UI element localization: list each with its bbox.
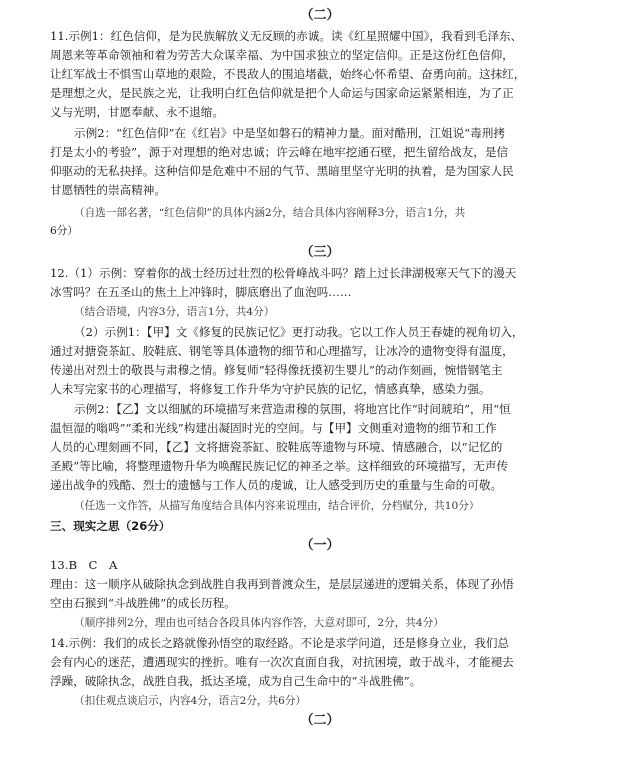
answer-14-line-1: 14.示例：我们的成长之路就像孙悟空的取经路。不论是求学问道，还是修身立业，我们总: [50, 636, 510, 650]
scoring-note-13: （顺序排列2分，理由也可结合各段具体内容作答，大意对即可，2分，共4分）: [74, 617, 444, 629]
answer-11-line-2: 周恩来等革命领袖和着为劳苦大众谋幸福、为中国求独立的坚定信仰。正是这份红色信仰，: [50, 48, 514, 62]
answer-11-line-4: 是理想之火，是民族之光，让我明白红色信仰就是把个人命运与国家命运紧紧相连，为了正: [50, 86, 514, 100]
answer-11-example2-line-3: 仰驱动的无私抉择。这种信仰是危难中不屈的气节、黑暗里坚守光明的执着，是为国家人民: [50, 164, 514, 178]
answer-12-1-line-1: 12.（1）示例：穿着你的战士经历过壮烈的松骨峰战斗吗？踏上过长津湖极寒天气下的漫天: [50, 266, 517, 280]
answer-12-2-example2-line-3: 人员的心理刻画不同，【乙】文将搪瓷茶缸、胶鞋底等遗物与环境、情感融合，以“记忆的: [50, 440, 503, 454]
answer-13: 13.B C A: [50, 558, 118, 572]
answer-12-2-line-4: 人未写完家书的心理描写，将修复工作升华为守护民族的记忆，情感真挚，感染力强。: [50, 382, 491, 396]
scoring-note-11-line-1: （自选一部名著，“红色信仰”的具体内涵2分，结合具体内容阐释3分，语言1分，共: [74, 207, 466, 219]
section-heading-1b: （一）: [300, 538, 340, 553]
section-heading-2b: （二）: [300, 713, 340, 728]
answer-11-example2-line-1: 示例2：“红色信仰”在《红岩》中是坚如磐石的精神力量。面对酷刑，江姐说“毒刑拷: [74, 126, 505, 140]
section-heading-2: （二）: [300, 8, 340, 23]
answer-11-line-3: 让红军战士不惧雪山草地的艰险，不畏敌人的围追堵截，始终心怀希望、奋勇向前。这抹红，: [50, 67, 526, 81]
answer-13-reason-line-1: 理由：这一顺序从破除执念到战胜自我再到普渡众生，是层层递进的逻辑关系，体现了孙悟: [50, 577, 514, 591]
part-3-title: 三、现实之思（26分）: [50, 519, 171, 533]
answer-11-line-5: 义与光明，甘愿奉献、永不退缩。: [50, 105, 224, 119]
answer-11-example2-line-2: 打是太小的考验”，源于对理想的绝对忠诚；许云峰在地牢挖通石壁，把生留给战友，是信: [50, 145, 509, 159]
answer-12-2-example2-line-1: 示例2：【乙】文以细腻的环境描写来营造肃穆的氛围，将地宫比作“时间琥珀”，用“恒: [74, 402, 511, 416]
answer-12-2-line-2: 通过对搪瓷茶缸、胶鞋底、钢笔等具体遗物的细节和心理描写，让冰冷的遗物变得有温度，: [50, 344, 514, 358]
answer-11-example2-line-4: 甘愿牺牲的崇高精神。: [50, 183, 166, 197]
answer-12-1-line-2: 冰雪吗？在五圣山的焦土上冲锋时，脚底磨出了血泡吗……: [50, 285, 352, 299]
answer-12-2-example2-line-5: 递出战争的残酷、烈士的遗憾与工作人员的虔诚，让人感受到历史的重量与生命的可敬。: [50, 478, 503, 492]
scoring-note-11-line-2: 6分）: [50, 225, 78, 237]
scoring-note-12-1: （结合语境，内容3分，语言1分，共4分）: [74, 306, 275, 318]
answer-12-2-example2-line-2: 温恒湿的嗡鸣”“柔和光线”构建出凝固时光的空间。与【甲】文侧重对遗物的细节和工作: [50, 421, 497, 435]
scoring-note-12-2: （任选一文作答，从描写角度结合具体内容来说理由，结合评价，分档赋分，共10分）: [74, 500, 480, 512]
answer-12-2-line-1: （2）示例1：【甲】文《修复的民族记忆》更打动我。它以工作人员王春婕的视角切入，: [74, 325, 524, 339]
scoring-note-14: （扣住观点谈启示，内容4分，语言2分，共6分）: [74, 695, 307, 707]
answer-13-reason-line-2: 空由石猴到“斗战胜佛”的成长历程。: [50, 596, 236, 610]
answer-12-2-example2-line-4: 圣殿”等比喻，将整理遗物升华为唤醒民族记忆的神圣之举。这样细致的环境描写，无声传: [50, 459, 509, 473]
section-heading-3: （三）: [300, 245, 340, 260]
answer-12-2-line-3: 传递出对烈士的敬畏与肃穆之情。修复师“轻得像抚摸初生婴儿”的动作刻画，惋惜钢笔主: [50, 363, 503, 377]
answer-14-line-2: 会有内心的迷茫，遭遇现实的挫折。唯有一次次直面自我，对抗困境，敢于战斗，才能褪去: [50, 655, 514, 669]
answer-14-line-3: 浮躁，破除执念，战胜自我，抵达圣境，成为自己生命中的“斗战胜佛”。: [50, 674, 422, 688]
answer-11-line-1: 11.示例1：红色信仰，是为民族解放义无反顾的赤诚。读《红星照耀中国》，我看到毛泽东、: [50, 29, 523, 43]
